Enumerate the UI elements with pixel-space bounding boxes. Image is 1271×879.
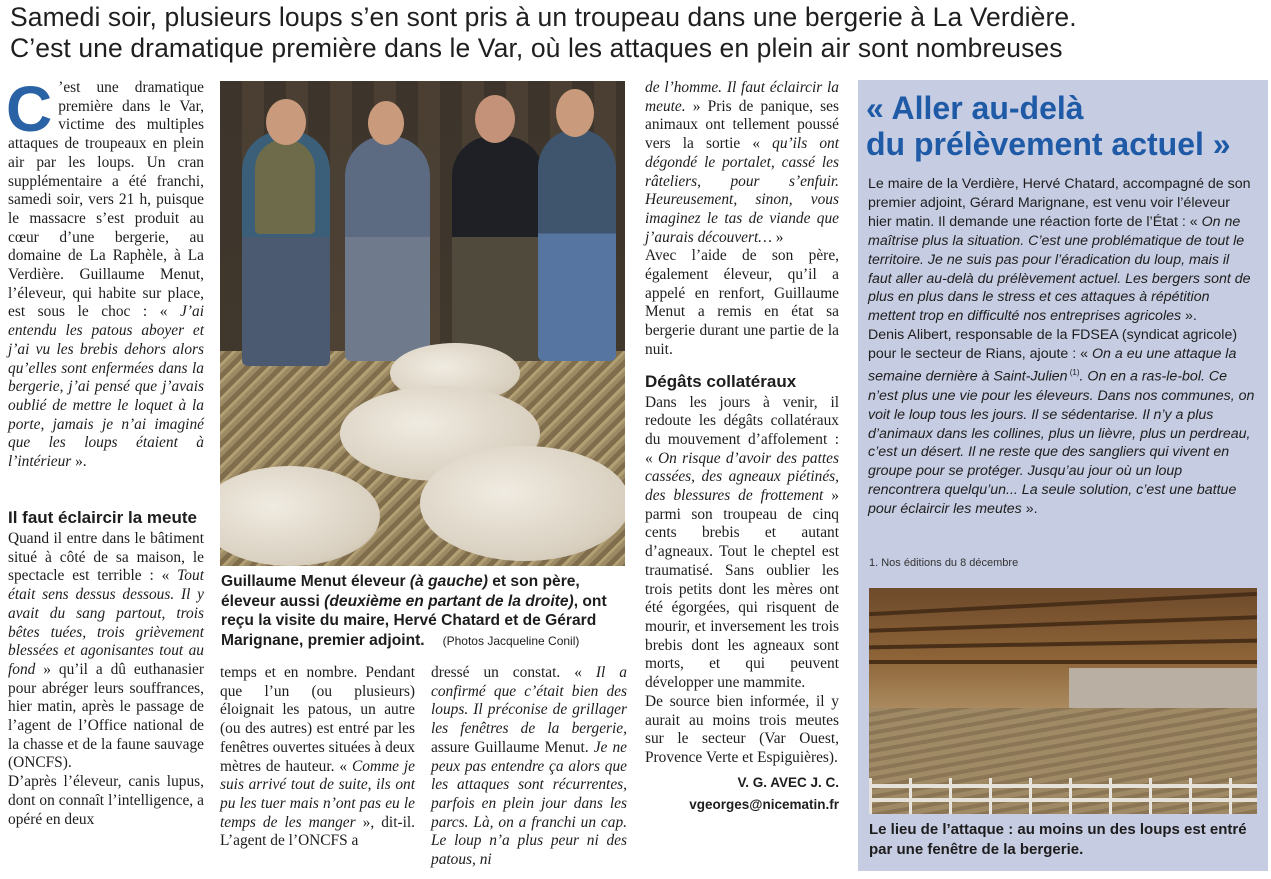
author-signature: V. G. AVEC J. C. [737,774,839,790]
paragraph: dressé un constat. « Il a confirmé que c’était bien des loups. Il préconise de grillager les fenêtres de la bergerie, assure Guillaume Menut. Je ne peux pas entendre ça alors que les attaques sont récurrentes, parfois en plein jour dans les parcs. Là, on a franchi un cap. Le loup n’a plus peur ni des patous, ni [431,664,628,869]
sidebar-photo-caption: Le lieu de l’attaque : au moins un des loups est entré par une fenêtre de la bergerie. [869,821,1247,858]
paragraph: D’après l’éleveur, canis lupus, dont on connaît l’intelligence, a opéré en deux [8,773,204,828]
photo-credit: (Photos Jacqueline Conil) [442,633,580,648]
article-column-2 [220,664,415,851]
sidebar-paragraph: Denis Alibert, responsable de la FDSEA (syndicat agricole) pour le secteur de Rians, ajoute : « On a eu une attaque la semaine dernière à Saint-Julien $^{(1)}$. On en a ras-le-bol. Ce n’est plus une vie pour les éleveurs. Dans nos communes, on voit le loup tous les jours. Il se sédentarise. Il n’y a plus d’animaux dans les collines, plus un lièvre, plus un perdreau, c’est un désert. Il ne reste que des sangliers qui vivent en groupe pour se protéger. Jusqu’au jour où un loup rencontrera quelqu’un... La seule solution, c’est une battue pour éclaircir les meutes ». [868,327,1255,518]
paragraph: temps et en nombre. Pendant que l’un (ou plusieurs) éloignait les patous, un autre (ou des autres) est entré par les fenêtres ouvertes situées à deux mètres de hauteur. « Comme je suis arrivé tout de suite, ils ont pu les tuer mais n’ont pas eu le temps de les manger », dit-il. L’agent de l’ONCFS a [220,664,416,850]
photo-caption: Guillaume Menut éleveur (à gauche) et son père, éleveur aussi (deuxième en partant de la droite), ont reçu la visite du maire, Hervé Chatard et de Gérard Marignane, premier adjoint. (Photos Jacqueline Conil) [221,573,607,649]
sidebar-title: « Aller au-delà du prélèvement actuel » [866,90,1231,162]
subhead-degats: Dégâts collatéraux [645,371,797,391]
paragraph: Dans les jours à venir, il redoute les dégâts collatéraux du mouvement d’affolement : « On risque d’avoir des pattes cassées, des agneaux piétinés, des blessures de frottement » parmi son troupeau de cinq cents brebis et autant d’agneaux. Tout le cheptel est traumatisé. Sans oublier les trois petits dont les mères ont été égorgées, qui risquent de mourir, et inversement les trois brebis dont les agneaux sont morts, et qui peuvent développer une mammite. [645,393,839,692]
article-column-3 [431,664,627,870]
headline [10,2,1265,64]
author-email[interactable]: vgeorges@nicematin.fr [689,796,839,812]
photo-sheepfold-interior [869,588,1257,814]
lead-paragraph: C ’est une dramatique première dans le Var, victime des multiples attaques de troupeaux en plein air par les loups. Un cran supplémentaire a été franchi, samedi soir, vers 21 h, puisque le massacre s’est produit au cœur d’une bergerie, au domaine de La Raphèle, à La Verdière. Guillaume Menut, l’éleveur, qui habite sur place, est sous le choc : « J’ai entendu les patous aboyer et j’ai vu les brebis dehors alors qu’elles sont enfermées dans la bergerie, j’ai pensé que j’avais oublié de mettre le loquet à la porte, jamais je n’ai imaginé que les loups étaient à l’intérieur ». [6,73,204,471]
article-column-1-bottom [8,508,204,829]
paragraph: De source bien informée, il y aurait au moins trois meutes sur le secteur (Var Ouest, Provence Verte et Espiguières). [645,692,839,766]
drop-cap: C [6,73,53,145]
paragraph: Quand il entre dans le bâtiment situé à côté de sa maison, le spectacle est terrible : « Tout était sens dessus dessous. Il y avait du sang partout, trois bêtes tuées, trois grièvement blessées et agonisantes tout au fond » qu’il a dû euthanasier pour abréger leurs souffrances, hier matin, après le passage de l’agent de l’Office national de la chasse et de la faune sauvage (ONCFS). [8,530,204,772]
headline-line-2: C’est une dramatique première dans le Var, où les attaques en plein air sont nombreuses [10,33,1063,63]
headline-line-1: Samedi soir, plusieurs loups s’en sont pris à un troupeau dans une bergerie à La Verdière. [10,2,1077,32]
sidebar-paragraph: Le maire de la Verdière, Hervé Chatard, accompagné de son premier adjoint, Gérard Marignane, est venu voir l’éleveur hier matin. Il demande une réaction forte de l’État : « On ne maîtrise plus la situation. C’est une problématique de tout le territoire. Je ne suis pas pour l’éradication du loup, mais il faut aller au-delà du prélèvement actuel. Les bergers sont de plus en plus dans le stress et ces attaques à répétition mettent trop en difficulté nos entreprises agricoles ». [868,176,1251,325]
footnote: 1. Nos éditions du 8 décembre [869,557,1019,569]
sidebar-text [868,175,1256,519]
article-column-4 [645,79,839,816]
paragraph: Avec l’aide de son père, également éleveur, qu’il a appelé en renfort, Guillaume Menut a remis en état sa bergerie durant une partie de la nuit. [645,247,839,358]
article-column-1 [6,73,204,472]
photo-farmers-and-sheep [220,81,625,566]
paragraph: de l’homme. Il faut éclaircir la meute. » Pris de panique, ses animaux ont tellement poussé vers la sortie « qu’ils ont dégondé le portalet, cassé les râteliers, pour s’enfuir. Heureusement, sinon, vous imaginez le tas de viande que j’aurais découvert… » [645,79,839,246]
subhead-meute: Il faut éclaircir la meute [8,508,197,527]
